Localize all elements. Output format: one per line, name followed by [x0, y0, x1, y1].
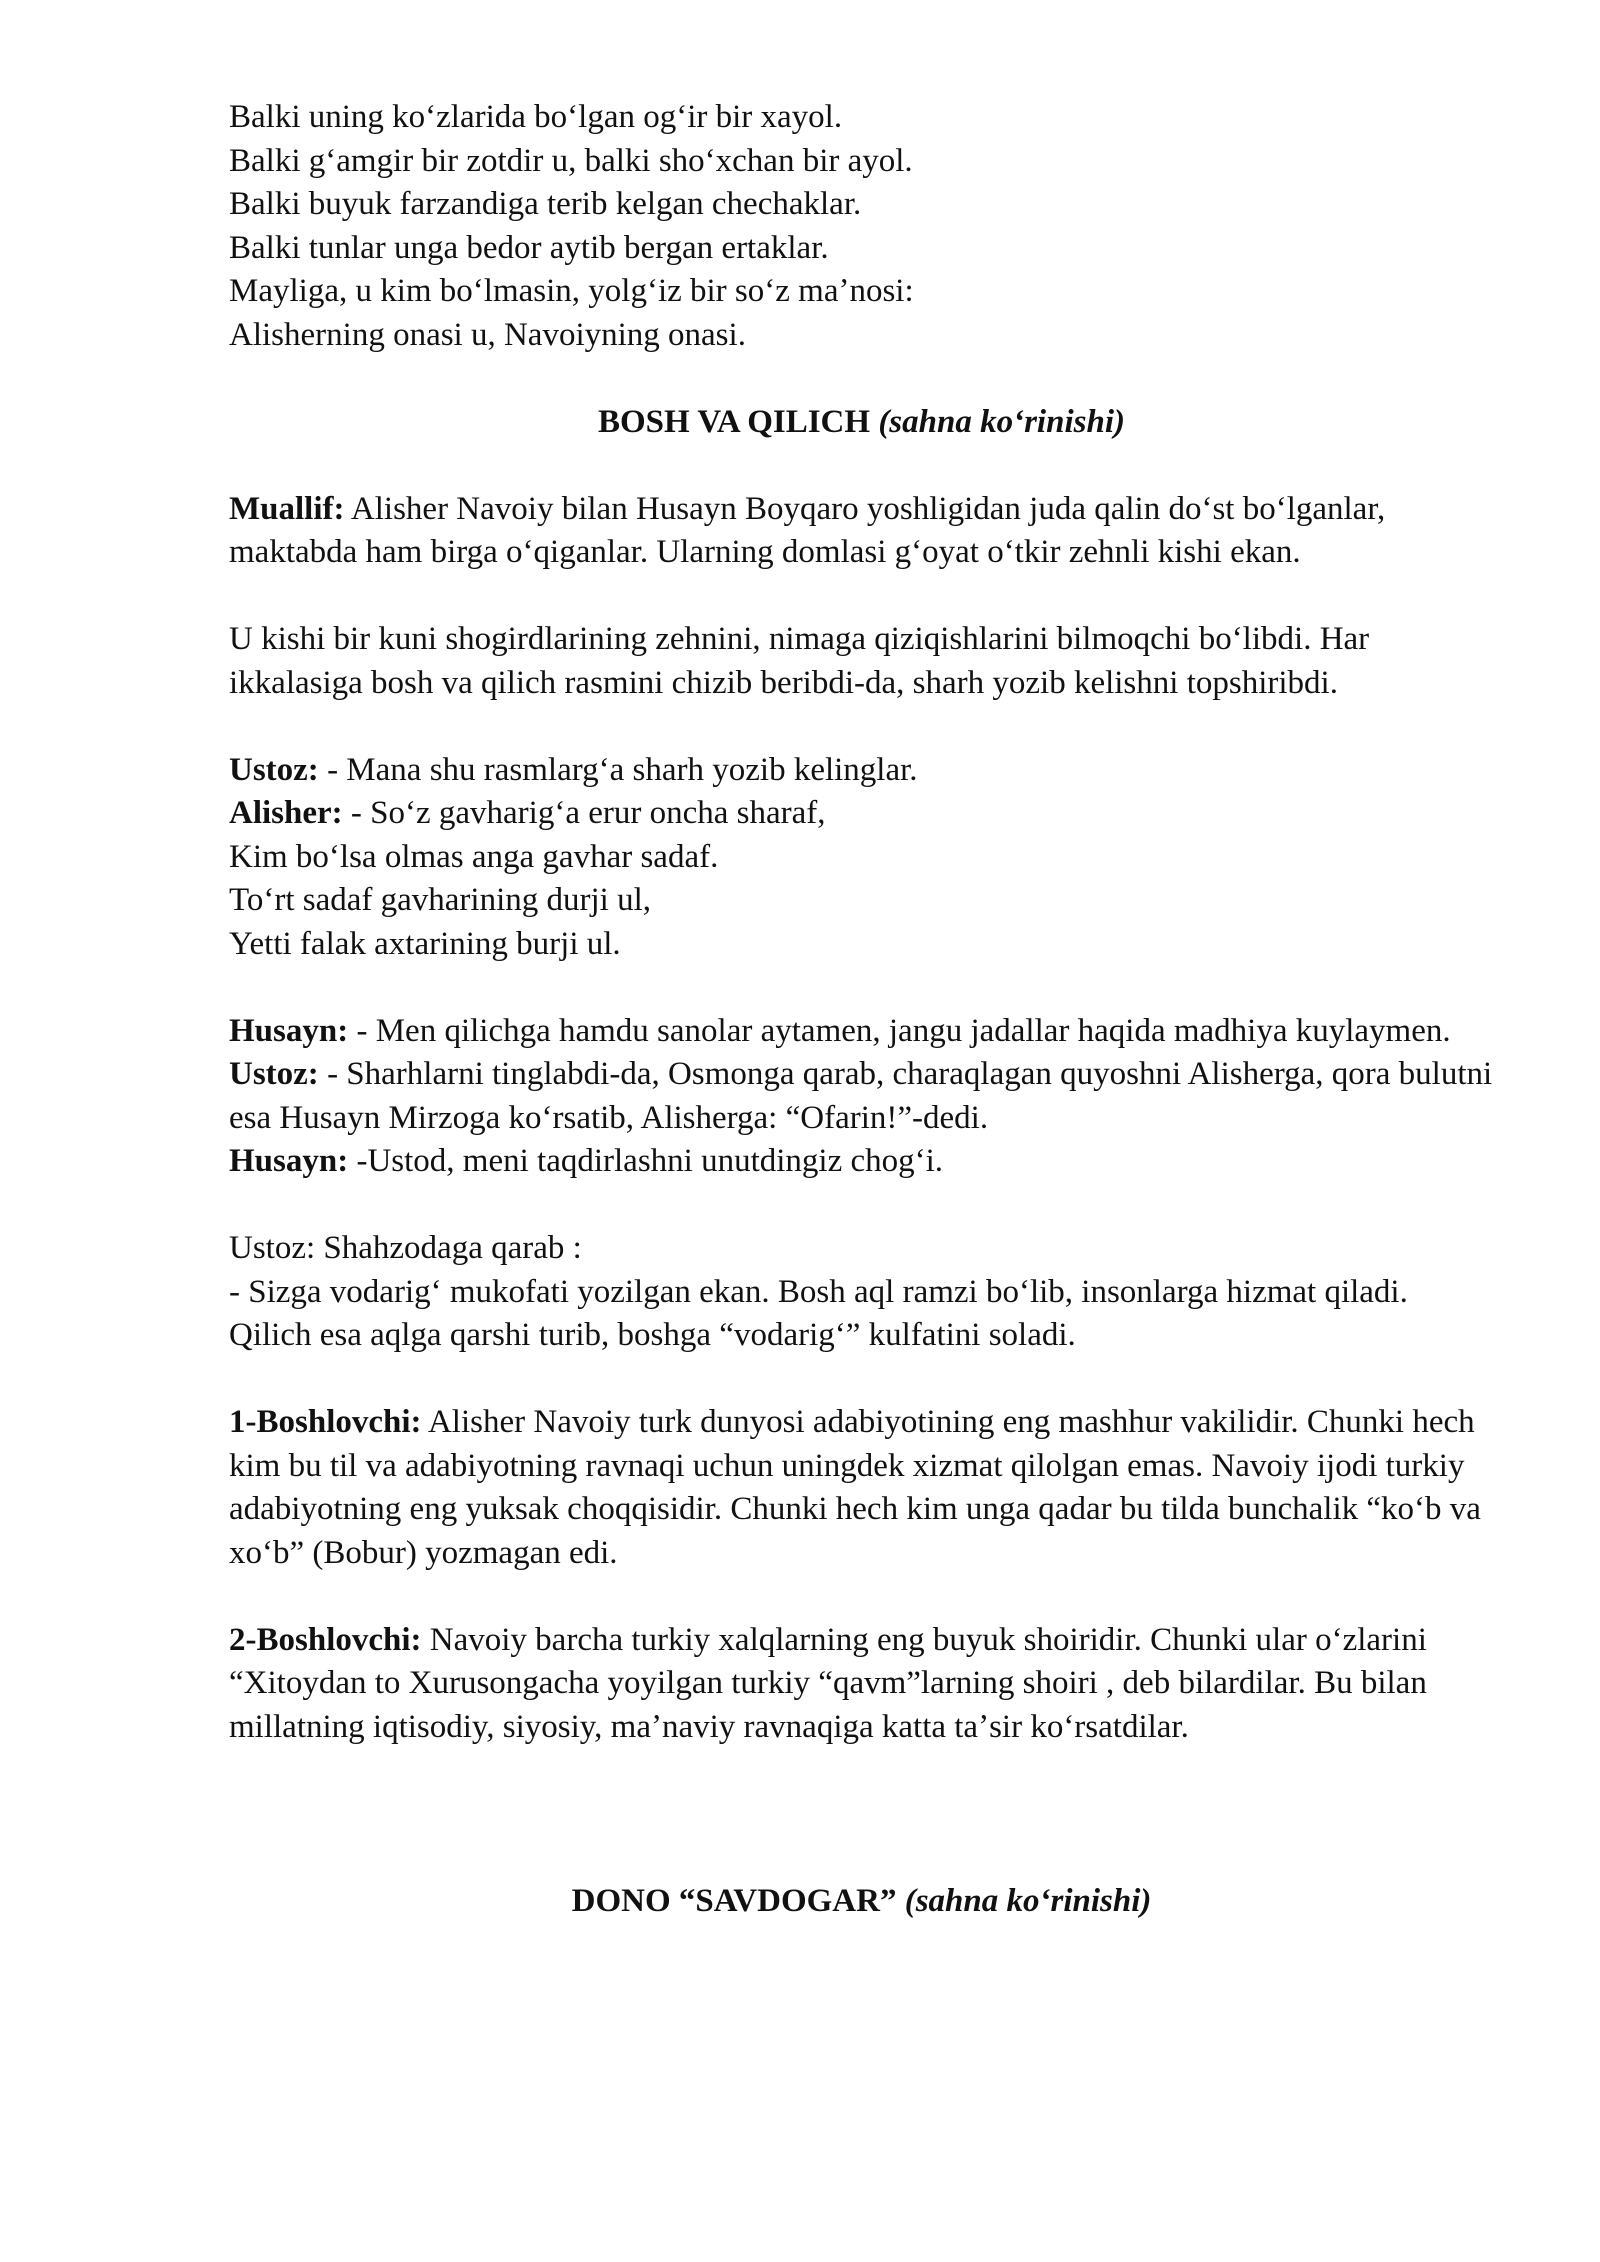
- speaker-label: 1-Boshlovchi:: [229, 1404, 422, 1440]
- muallif-paragraph: [229, 488, 1494, 575]
- dialog-text: - Soʻz gavharigʻa erur oncha sharaf,: [342, 795, 826, 831]
- spacer: [229, 1836, 1494, 1880]
- heading-subtitle: (sahna koʻrinishi): [878, 403, 1125, 440]
- spacer: [229, 1358, 1494, 1402]
- document-page: [229, 96, 1494, 1923]
- section-heading-bosh-va-qilich: [229, 401, 1494, 445]
- boshlovchi-1-paragraph: [229, 1401, 1494, 1575]
- heading-title: DONO “SAVDOGAR”: [571, 1882, 897, 1919]
- poem-line: Mayliga, u kim boʻlmasin, yolgʻiz bir soʻz maʼnosi:: [229, 273, 914, 309]
- spacer: [229, 1793, 1494, 1837]
- dialog-text: - Mana shu rasmlargʻa sharh yozib kelinglar.: [318, 751, 918, 788]
- spacer: [229, 966, 1494, 1010]
- speaker-label: Ustoz:: [229, 751, 319, 788]
- verse-line: Toʻrt sadaf gavharining durji ul,: [229, 882, 651, 918]
- poem-line: Balki buyuk farzandiga terib kelgan chechaklar.: [229, 186, 862, 222]
- dialog-paragraph: [229, 1140, 1494, 1184]
- speaker-label: Muallif:: [229, 490, 345, 527]
- narration-line: Ustoz: Shahzodaga qarab :: [229, 1230, 582, 1266]
- poem-line: Balki gʻamgir bir zotdir u, balki shoʻxchan bir ayol.: [229, 142, 913, 179]
- poem-line: Alisherning onasi u, Navoiyning onasi.: [229, 316, 746, 353]
- speaker-label: Husayn:: [229, 1012, 349, 1049]
- dialog-text: - Sharhlarni tinglabdi-da, Osmonga qarab, charaqlagan quyoshni Alisherga, qora bulutni esa Husayn Mirzoga koʻrsatib, Alisherga: “Ofarin!”-dedi.: [229, 1056, 1493, 1136]
- spacer: [229, 1575, 1494, 1619]
- poem-stanza: [229, 96, 1494, 357]
- spacer: [229, 705, 1494, 749]
- verse-line: Kim boʻlsa olmas anga gavhar sadaf.: [229, 838, 719, 875]
- spacer: [229, 357, 1494, 401]
- paragraph-text: Alisher Navoiy turk dunyosi adabiyotining eng mashhur vakilidir. Chunki hech kim bu til va adabiyotning ravnaqi uchun uningdek xizmat qilolgan emas. Navoiy ijodi turkiy adabiyotning eng yuksak choqqisidir. Chunki hech kim unga qadar bu tilda bunchalik “koʻb va xoʻb” (Bobur) yozmagan edi.: [229, 1404, 1481, 1571]
- heading-subtitle: (sahna koʻrinishi): [904, 1882, 1152, 1919]
- spacer: [229, 1184, 1494, 1228]
- heading-title: BOSH VA QILICH: [598, 403, 871, 440]
- speaker-label: Ustoz:: [229, 1056, 319, 1092]
- dialog-block-1: [229, 749, 1494, 967]
- dialog-paragraph: [229, 1010, 1494, 1054]
- narration-paragraph: U kishi bir kuni shogirdlarining zehnini, nimaga qiziqishlarini bilmoqchi boʻlibdi. Har ikkalasiga bosh va qilich rasmini chizib beribdi-da, sharh yozib kelishni topshiribdi.: [229, 621, 1370, 701]
- spacer: [229, 1749, 1494, 1793]
- dialog-block-2: [229, 1010, 1494, 1184]
- speaker-label: Husayn:: [229, 1143, 349, 1179]
- speaker-label: Alisher:: [229, 795, 343, 831]
- paragraph-text: Alisher Navoiy bilan Husayn Boyqaro yoshligidan juda qalin doʻst boʻlganlar, maktabda ham birga oʻqiganlar. Ularning domlasi gʻoyat oʻtkir zehnli kishi ekan.: [229, 490, 1386, 570]
- verse-line: Yetti falak axtarining burji ul.: [229, 925, 621, 962]
- speaker-label: 2-Boshlovchi:: [229, 1621, 422, 1658]
- paragraph-text: Navoiy barcha turkiy xalqlarning eng buyuk shoiridir. Chunki ular oʻzlarini “Xitoydan to Xurusongacha yoyilgan turkiy “qavm”larning shoiri , deb bilardilar. Bu bilan millatning iqtisodiy, siyosiy, maʼnaviy ravnaqiga katta taʼsir koʻrsatdilar.: [229, 1621, 1427, 1745]
- ustoz-final-block: [229, 1227, 1494, 1358]
- section-heading-dono-savdogar: [229, 1880, 1494, 1924]
- dialog-text: - Men qilichga hamdu sanolar aytamen, jangu jadallar haqida madhiya kuylaymen.: [348, 1012, 1451, 1049]
- spacer: [229, 444, 1494, 488]
- dialog-line: [229, 749, 1494, 793]
- dialog-line: [229, 792, 1494, 836]
- narration-paragraph: - Sizga vodarigʻ mukofati yozilgan ekan. Bosh aql ramzi boʻlib, insonlarga hizmat qiladi. Qilich esa aqlga qarshi turib, boshga “vodarigʻ” kulfatini soladi.: [229, 1273, 1408, 1353]
- boshlovchi-2-paragraph: [229, 1619, 1494, 1750]
- dialog-paragraph: [229, 1053, 1494, 1140]
- spacer: [229, 575, 1494, 619]
- poem-line: Balki tunlar unga bedor aytib bergan ertaklar.: [229, 229, 829, 266]
- dialog-text: -Ustod, meni taqdirlashni unutdingiz chogʻi.: [348, 1143, 944, 1179]
- poem-line: Balki uning koʻzlarida boʻlgan ogʻir bir xayol.: [229, 99, 843, 135]
